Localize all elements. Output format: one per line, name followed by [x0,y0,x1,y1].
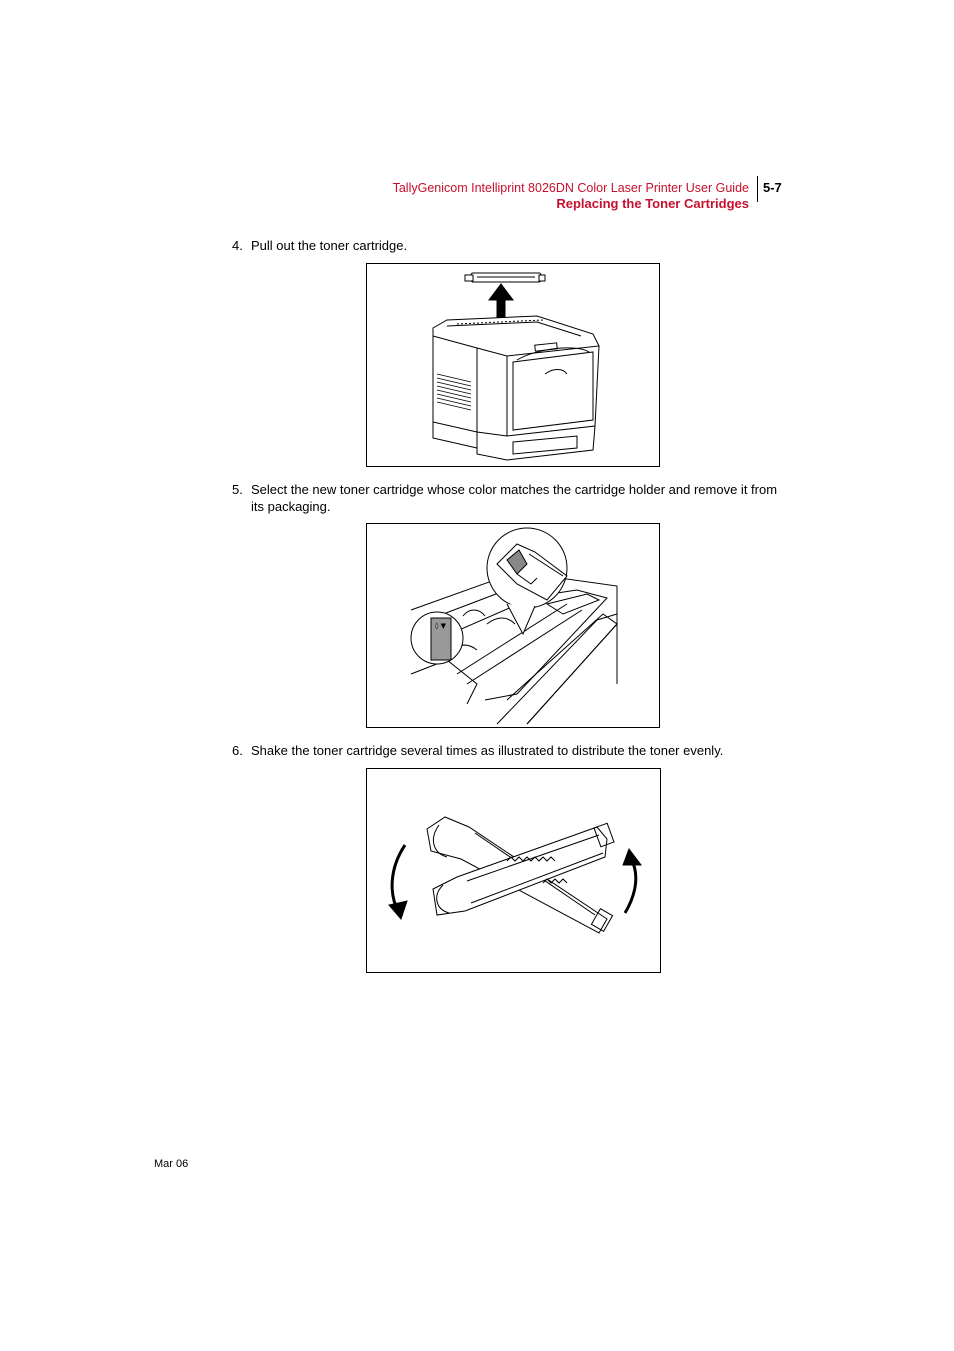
printer-illustration [367,264,659,466]
figure-cartridge-holder [366,523,660,728]
figure-pull-out-cartridge [366,263,660,467]
footer-date: Mar 06 [154,1158,189,1170]
page-number: 5-7 [763,180,782,195]
guide-title: TallyGenicom Intelliprint 8026DN Color Laser Printer User Guide [392,181,749,195]
section-title: Replacing the Toner Cartridges [556,196,749,211]
step-4 [232,237,792,254]
step-6 [232,742,792,759]
step-4-text: Pull out the toner cartridge. [251,238,408,253]
cartridge-holder-illustration [367,524,659,727]
step-6-number: 6. [232,743,243,758]
header-divider [757,176,758,202]
svg-text:◊ ▼: ◊ ▼ [435,622,447,630]
step-5-text: Select the new toner cartridge whose color matches the cartridge holder and remove it from its packaging. [251,482,778,514]
step-5 [232,481,792,515]
step-5-number: 5. [232,482,243,497]
step-6-text: Shake the toner cartridge several times as illustrated to distribute the toner evenly. [251,743,724,758]
step-4-number: 4. [232,238,243,253]
shake-illustration [367,769,660,972]
figure-shake-cartridge [366,768,661,973]
